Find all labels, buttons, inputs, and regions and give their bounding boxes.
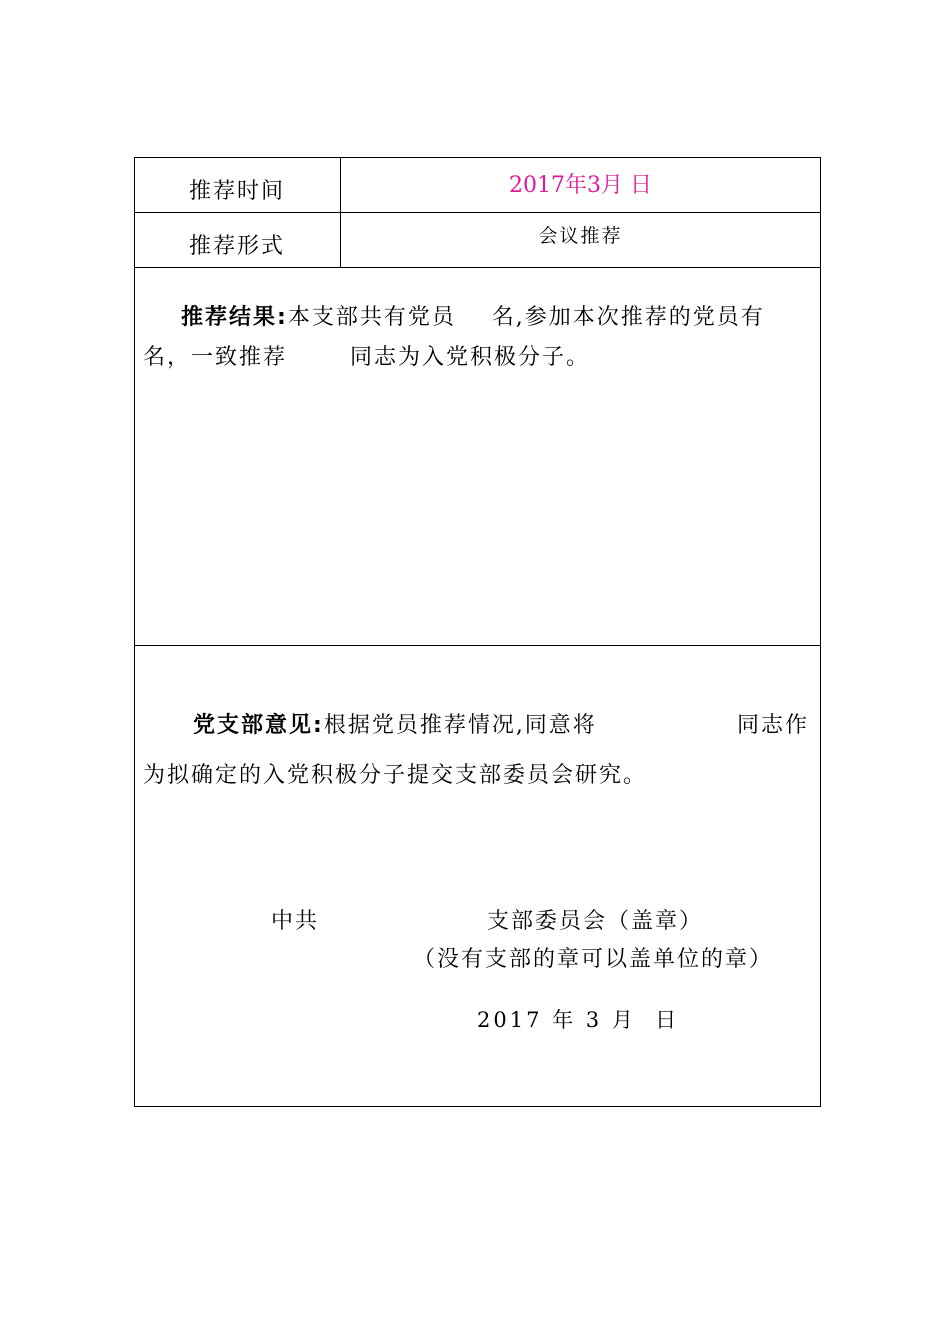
recommend-method-value-cell	[341, 213, 820, 267]
result-text-2: 名，一致推荐 同志为入党积极分子。	[143, 345, 590, 370]
result-heading: 推荐结果:	[181, 305, 288, 330]
recommend-time-value: 2017年3月 日	[509, 173, 652, 198]
recommend-method-label-cell	[135, 213, 341, 267]
recommend-result-section	[135, 268, 820, 646]
opinion-text-2: 为拟确定的入党积极分子提交支部委员会研究。	[143, 763, 648, 788]
signature-note: （没有支部的章可以盖单位的章）	[413, 947, 774, 972]
recommend-method-value: 会议推荐	[538, 225, 623, 247]
result-paragraph-line-1	[181, 300, 765, 331]
recommend-time-label: 推荐时间	[189, 179, 286, 204]
opinion-text-1a: 根据党员推荐情况,同意将	[323, 713, 597, 738]
result-text-1: 本支部共有党员 名,参加本次推荐的党员有	[287, 305, 765, 330]
signature-committee: 支部委员会（盖章）	[487, 909, 704, 934]
branch-opinion-section	[135, 646, 820, 1106]
opinion-text-1b: 同志作	[737, 713, 810, 738]
recommend-time-value-cell	[341, 158, 820, 212]
opinion-paragraph-line-1	[193, 708, 597, 739]
recommendation-form-table	[134, 157, 821, 1107]
recommend-method-row	[135, 213, 820, 268]
recommend-time-row	[135, 158, 820, 213]
signature-date: 2017 年 3 月 日	[477, 1008, 680, 1032]
recommend-method-label: 推荐形式	[189, 234, 286, 259]
signature-prefix: 中共	[271, 909, 320, 934]
opinion-heading: 党支部意见:	[193, 713, 324, 738]
recommend-time-label-cell	[135, 158, 341, 212]
